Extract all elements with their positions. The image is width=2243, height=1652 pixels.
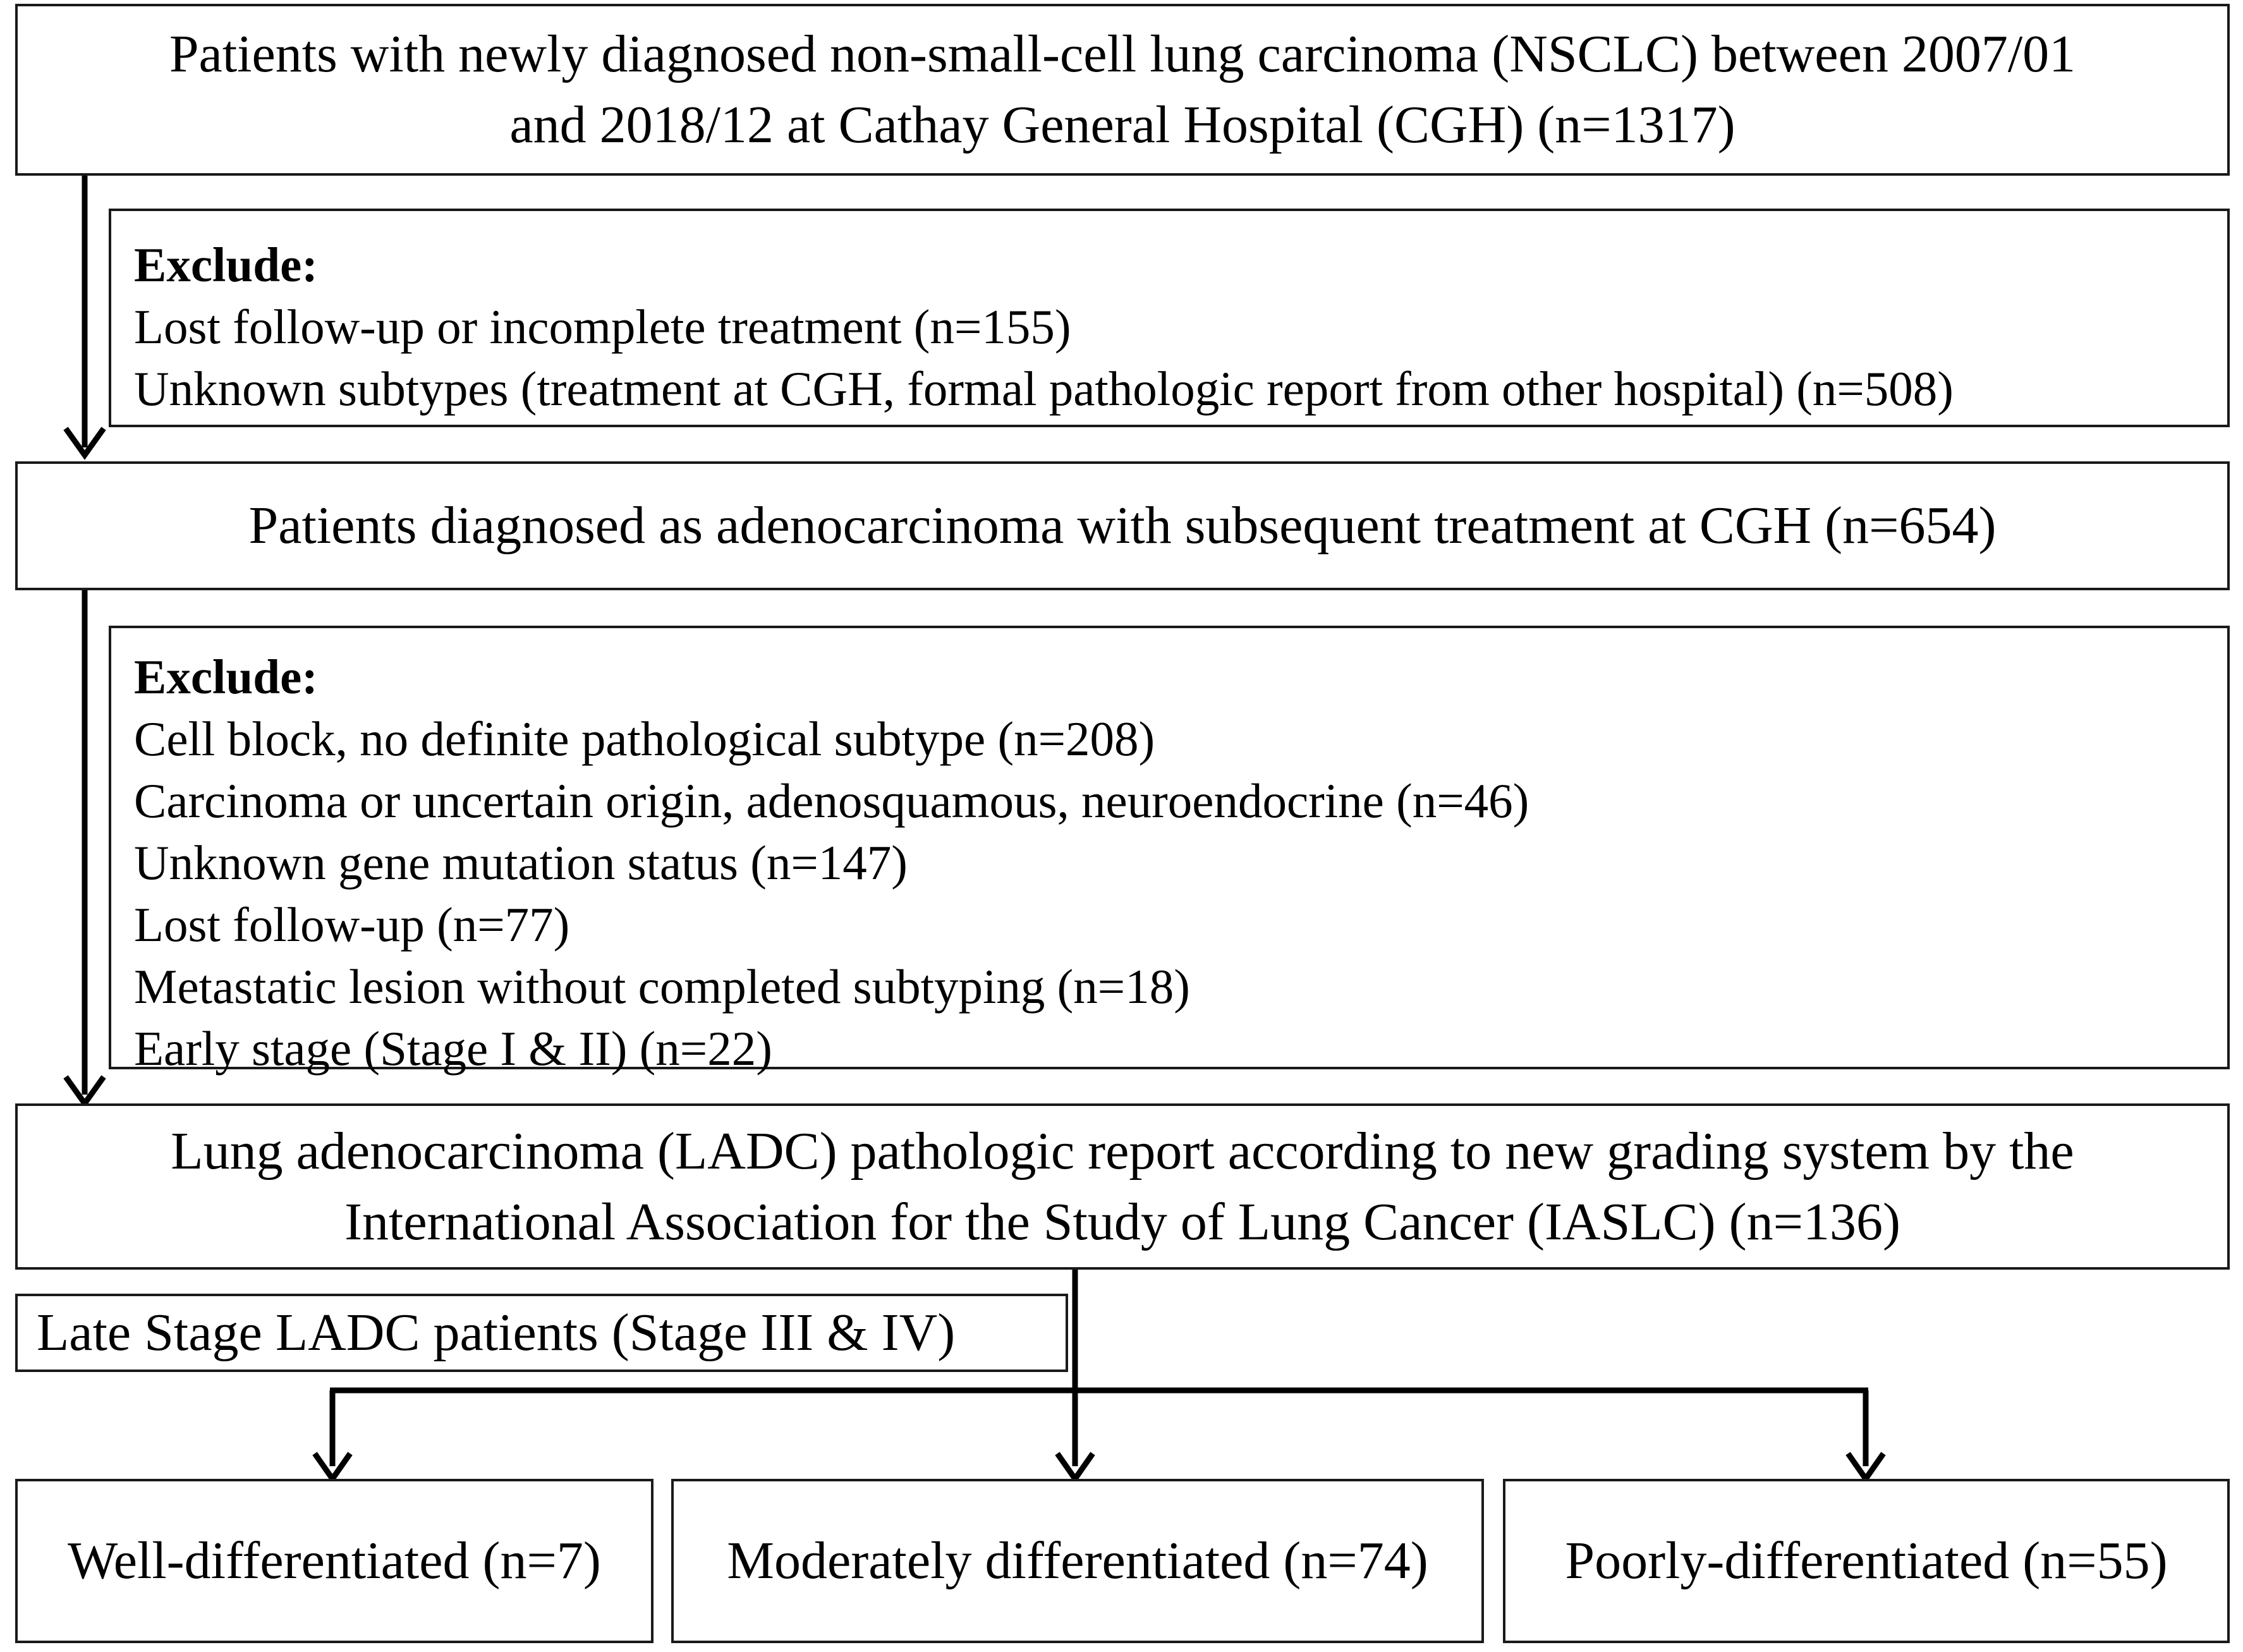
ladc-line-2: International Association for the Study of Lung Cancer (IASLC) (n=136) (344, 1192, 1900, 1251)
cohort-line-1: Patients with newly diagnosed non-small-cell lung carcinoma (NSCLC) between 2007/01 (169, 25, 2076, 83)
exclusion-box-1 (109, 209, 2230, 427)
exclusion-2-item: Unknown gene mutation status (n=147) (134, 835, 908, 890)
well-differentiated-text: Well-differentiated (n=7) (68, 1531, 601, 1590)
exclusion-2-item: Early stage (Stage I & II) (n=22) (134, 1021, 772, 1076)
cohort-line-2: and 2018/12 at Cathay General Hospital (CGH) (n=1317) (509, 95, 1735, 154)
ladc-line-1: Lung adenocarcinoma (LADC) pathologic report according to new grading system by the (171, 1121, 2074, 1181)
ladc-box (15, 1103, 2230, 1270)
adenocarcinoma-box (15, 461, 2230, 590)
moderately-differentiated-box (671, 1479, 1484, 1643)
exclusion-2-item: Cell block, no definite pathological subtype (n=208) (134, 712, 1155, 766)
exclusion-1-title: Exclude: (134, 238, 318, 292)
arrow-top-to-adeno (66, 176, 104, 455)
exclusion-1-item: Unknown subtypes (treatment at CGH, formal pathologic report from other hospital) (n=508) (134, 361, 1954, 416)
moderately-differentiated-text: Moderately differentiated (n=74) (727, 1531, 1428, 1590)
poorly-differentiated-text: Poorly-differentiated (n=55) (1565, 1531, 2168, 1590)
late-stage-text: Late Stage LADC patients (Stage III & IV) (37, 1303, 956, 1362)
exclusion-1-item: Lost follow-up or incomplete treatment (n=155) (134, 300, 1071, 354)
exclusion-2-item: Metastatic lesion without completed subtyping (n=18) (134, 959, 1190, 1014)
well-differentiated-box (15, 1479, 653, 1643)
adenocarcinoma-text: Patients diagnosed as adenocarcinoma with subsequent treatment at CGH (n=654) (248, 496, 1997, 555)
arrow-adeno-to-ladc (66, 589, 104, 1103)
poorly-differentiated-box (1503, 1479, 2230, 1643)
exclusion-2-item: Carcinoma or uncertain origin, adenosquamous, neuroendocrine (n=46) (134, 774, 1529, 828)
late-stage-label (15, 1294, 1068, 1372)
cohort-box (15, 4, 2230, 176)
exclusion-2-item: Lost follow-up (n=77) (134, 897, 570, 952)
exclusion-2-title: Exclude: (134, 650, 318, 704)
exclusion-box-2 (109, 626, 2230, 1076)
